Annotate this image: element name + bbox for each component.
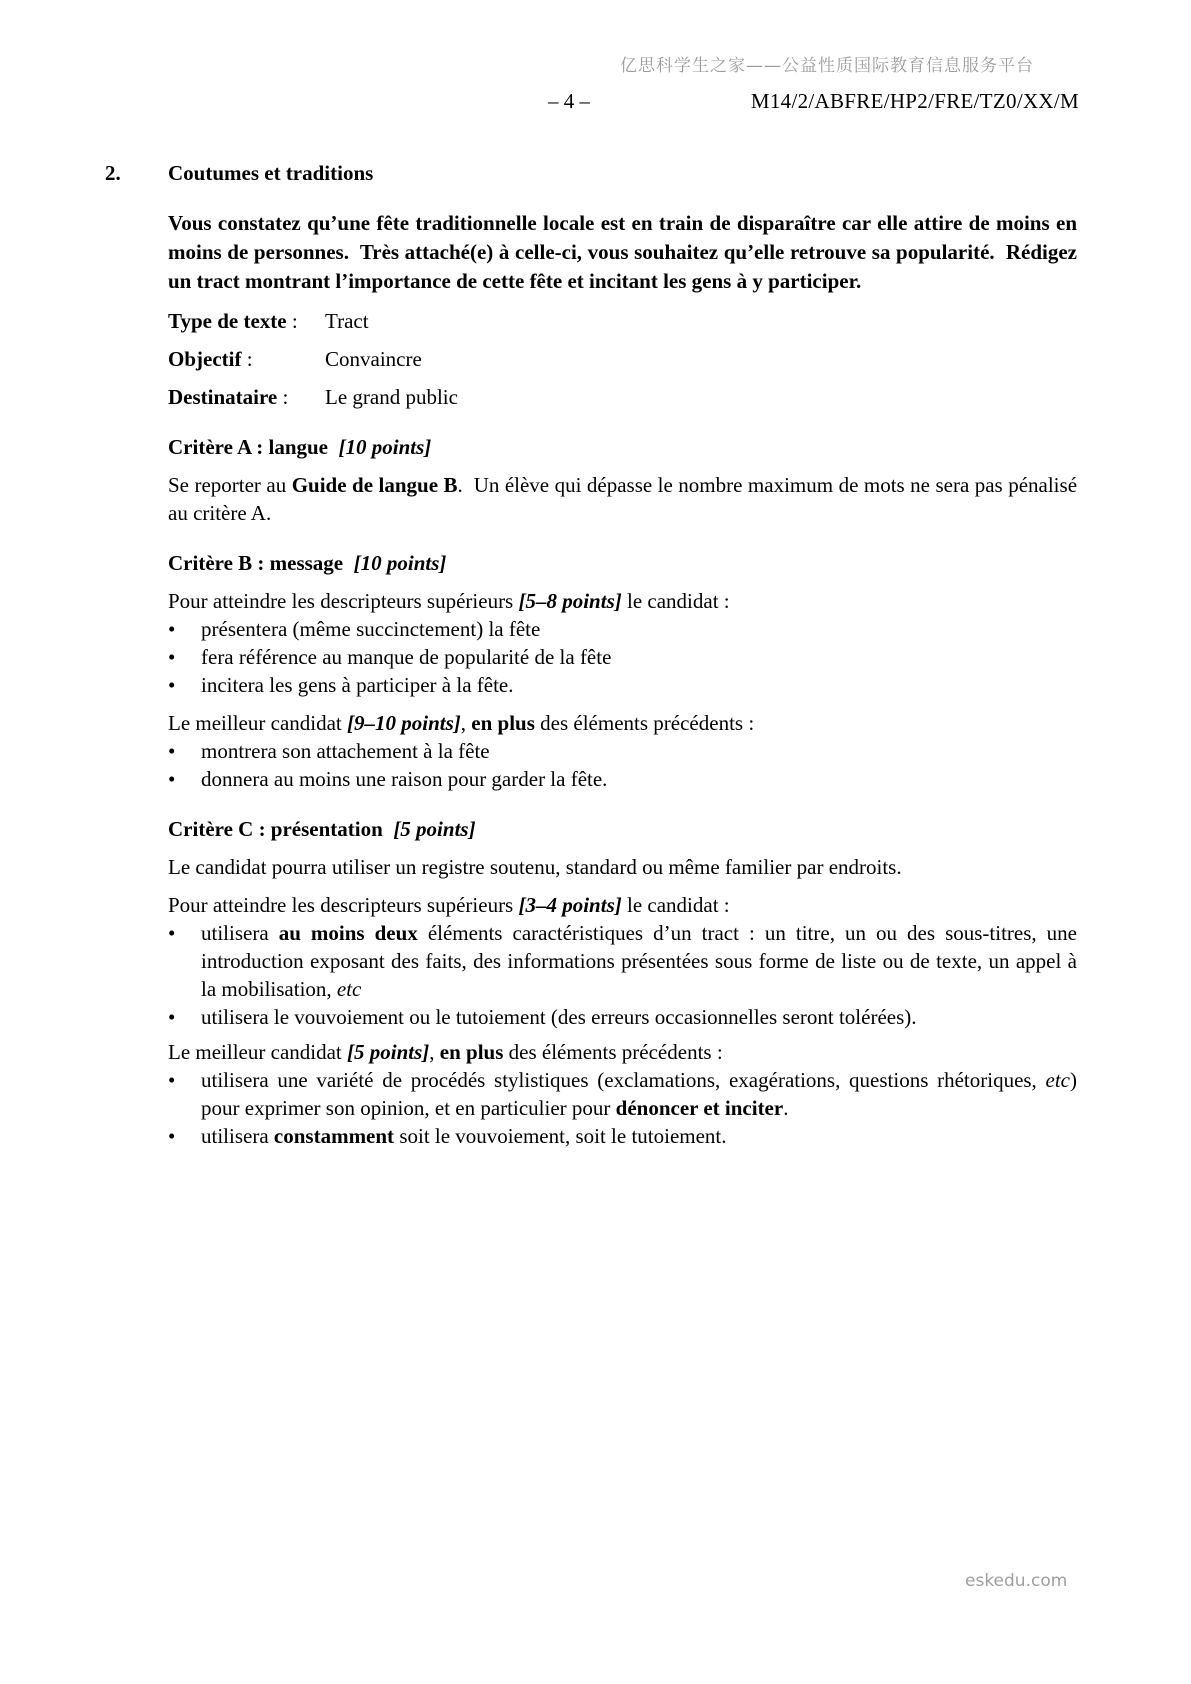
criterion-a-body: Se reporter au Guide de langue B. Un élève qui dépasse le nombre maximum de mots ne sera pas pénalisé au critère A. [168, 473, 1083, 525]
list-item [168, 765, 1077, 793]
criterion-b-heading: Critère B : message [10 points] [168, 551, 447, 575]
meta-label: Type de texte [168, 309, 287, 333]
bullet-icon: • [168, 1068, 176, 1092]
list-item [168, 1003, 1077, 1031]
list-item-text: utilisera une variété de procédés stylistiques (exclamations, exagérations, questions rhétoriques, etc) pour exprimer son opinion, et en particulier pour dénoncer et inciter. [201, 1068, 1083, 1120]
list-item-text: montrera son attachement à la fête [201, 739, 490, 763]
list-item [168, 671, 1077, 699]
list-item-text: donnera au moins une raison pour garder la fête. [201, 767, 608, 791]
meta-row-objectif [168, 345, 1077, 373]
site-watermark-footer: eskedu.com [965, 1571, 1068, 1591]
criterion-a-heading: Critère A : langue [10 points] [168, 435, 432, 459]
meta-colon: : [277, 385, 289, 409]
bullet-icon: • [168, 739, 176, 763]
list-item [168, 1066, 1083, 1122]
list-item [168, 919, 1083, 1003]
criterion-c-intro: Pour atteindre les descripteurs supérieurs [3–4 points] le candidat : [168, 893, 730, 917]
list-item-text: utilisera constamment soit le vouvoiement, soit le tutoiement. [201, 1124, 727, 1148]
criterion-c-best-intro: Le meilleur candidat [5 points], en plus des éléments précédents : [168, 1040, 723, 1064]
list-item-text: utilisera au moins deux éléments caractéristiques d’un tract : un titre, un ou des sous-titres, une introduction exposant des faits, des informations présentées sous forme de liste ou de texte, un appel à la mobilisation, etc [201, 921, 1083, 1001]
list-item [168, 643, 1077, 671]
meta-colon: : [241, 347, 253, 371]
paper-code: M14/2/ABFRE/HP2/FRE/TZ0/XX/M [750, 89, 1079, 113]
meta-row-destinataire [168, 383, 1077, 411]
meta-value: Convaincre [325, 347, 422, 371]
list-item-text: fera référence au manque de popularité de la fête [201, 645, 612, 669]
bullet-icon: • [168, 617, 176, 641]
bullet-icon: • [168, 673, 176, 697]
site-watermark-header: 亿思科学生之家——公益性质国际教育信息服务平台 [620, 56, 1034, 76]
meta-label: Destinataire [168, 385, 278, 409]
criterion-b-best-intro: Le meilleur candidat [9–10 points], en plus des éléments précédents : [168, 711, 755, 735]
criterion-c-registre: Le candidat pourra utiliser un registre soutenu, standard ou même familier par endroits. [168, 855, 902, 879]
list-item-text: utilisera le vouvoiement ou le tutoiement (des erreurs occasionnelles seront tolérées). [201, 1005, 917, 1029]
meta-row-type [168, 307, 1077, 335]
list-item-text: présentera (même succinctement) la fête [201, 617, 541, 641]
meta-value: Le grand public [325, 385, 458, 409]
question-number: 2. [105, 161, 121, 185]
meta-label: Objectif [168, 347, 242, 371]
list-item-text: incitera les gens à participer à la fête. [201, 673, 514, 697]
bullet-icon: • [168, 1124, 176, 1148]
list-item [168, 1122, 1077, 1150]
question-heading [105, 159, 1077, 187]
document-body [105, 159, 1083, 1150]
bullet-icon: • [168, 921, 176, 945]
meta-value: Tract [325, 309, 369, 333]
list-item [168, 615, 1077, 643]
list-item [168, 737, 1077, 765]
question-prompt: Vous constatez qu’une fête traditionnelle locale est en train de disparaître car elle attire de moins en moins de personnes. Très attaché(e) à celle-ci, vous souhaitez qu’elle retrouve sa popularité. Rédigez un tract montrant l’importance de cette fête et incitant les gens à y participer. [168, 211, 1083, 293]
bullet-icon: • [168, 645, 176, 669]
bullet-icon: • [168, 767, 176, 791]
question-title: Coutumes et traditions [168, 161, 374, 185]
meta-colon: : [286, 309, 298, 333]
criterion-c-heading: Critère C : présentation [5 points] [168, 817, 476, 841]
criterion-b-intro: Pour atteindre les descripteurs supérieurs [5–8 points] le candidat : [168, 589, 730, 613]
bullet-icon: • [168, 1005, 176, 1029]
page-number: – 4 – [548, 89, 590, 113]
